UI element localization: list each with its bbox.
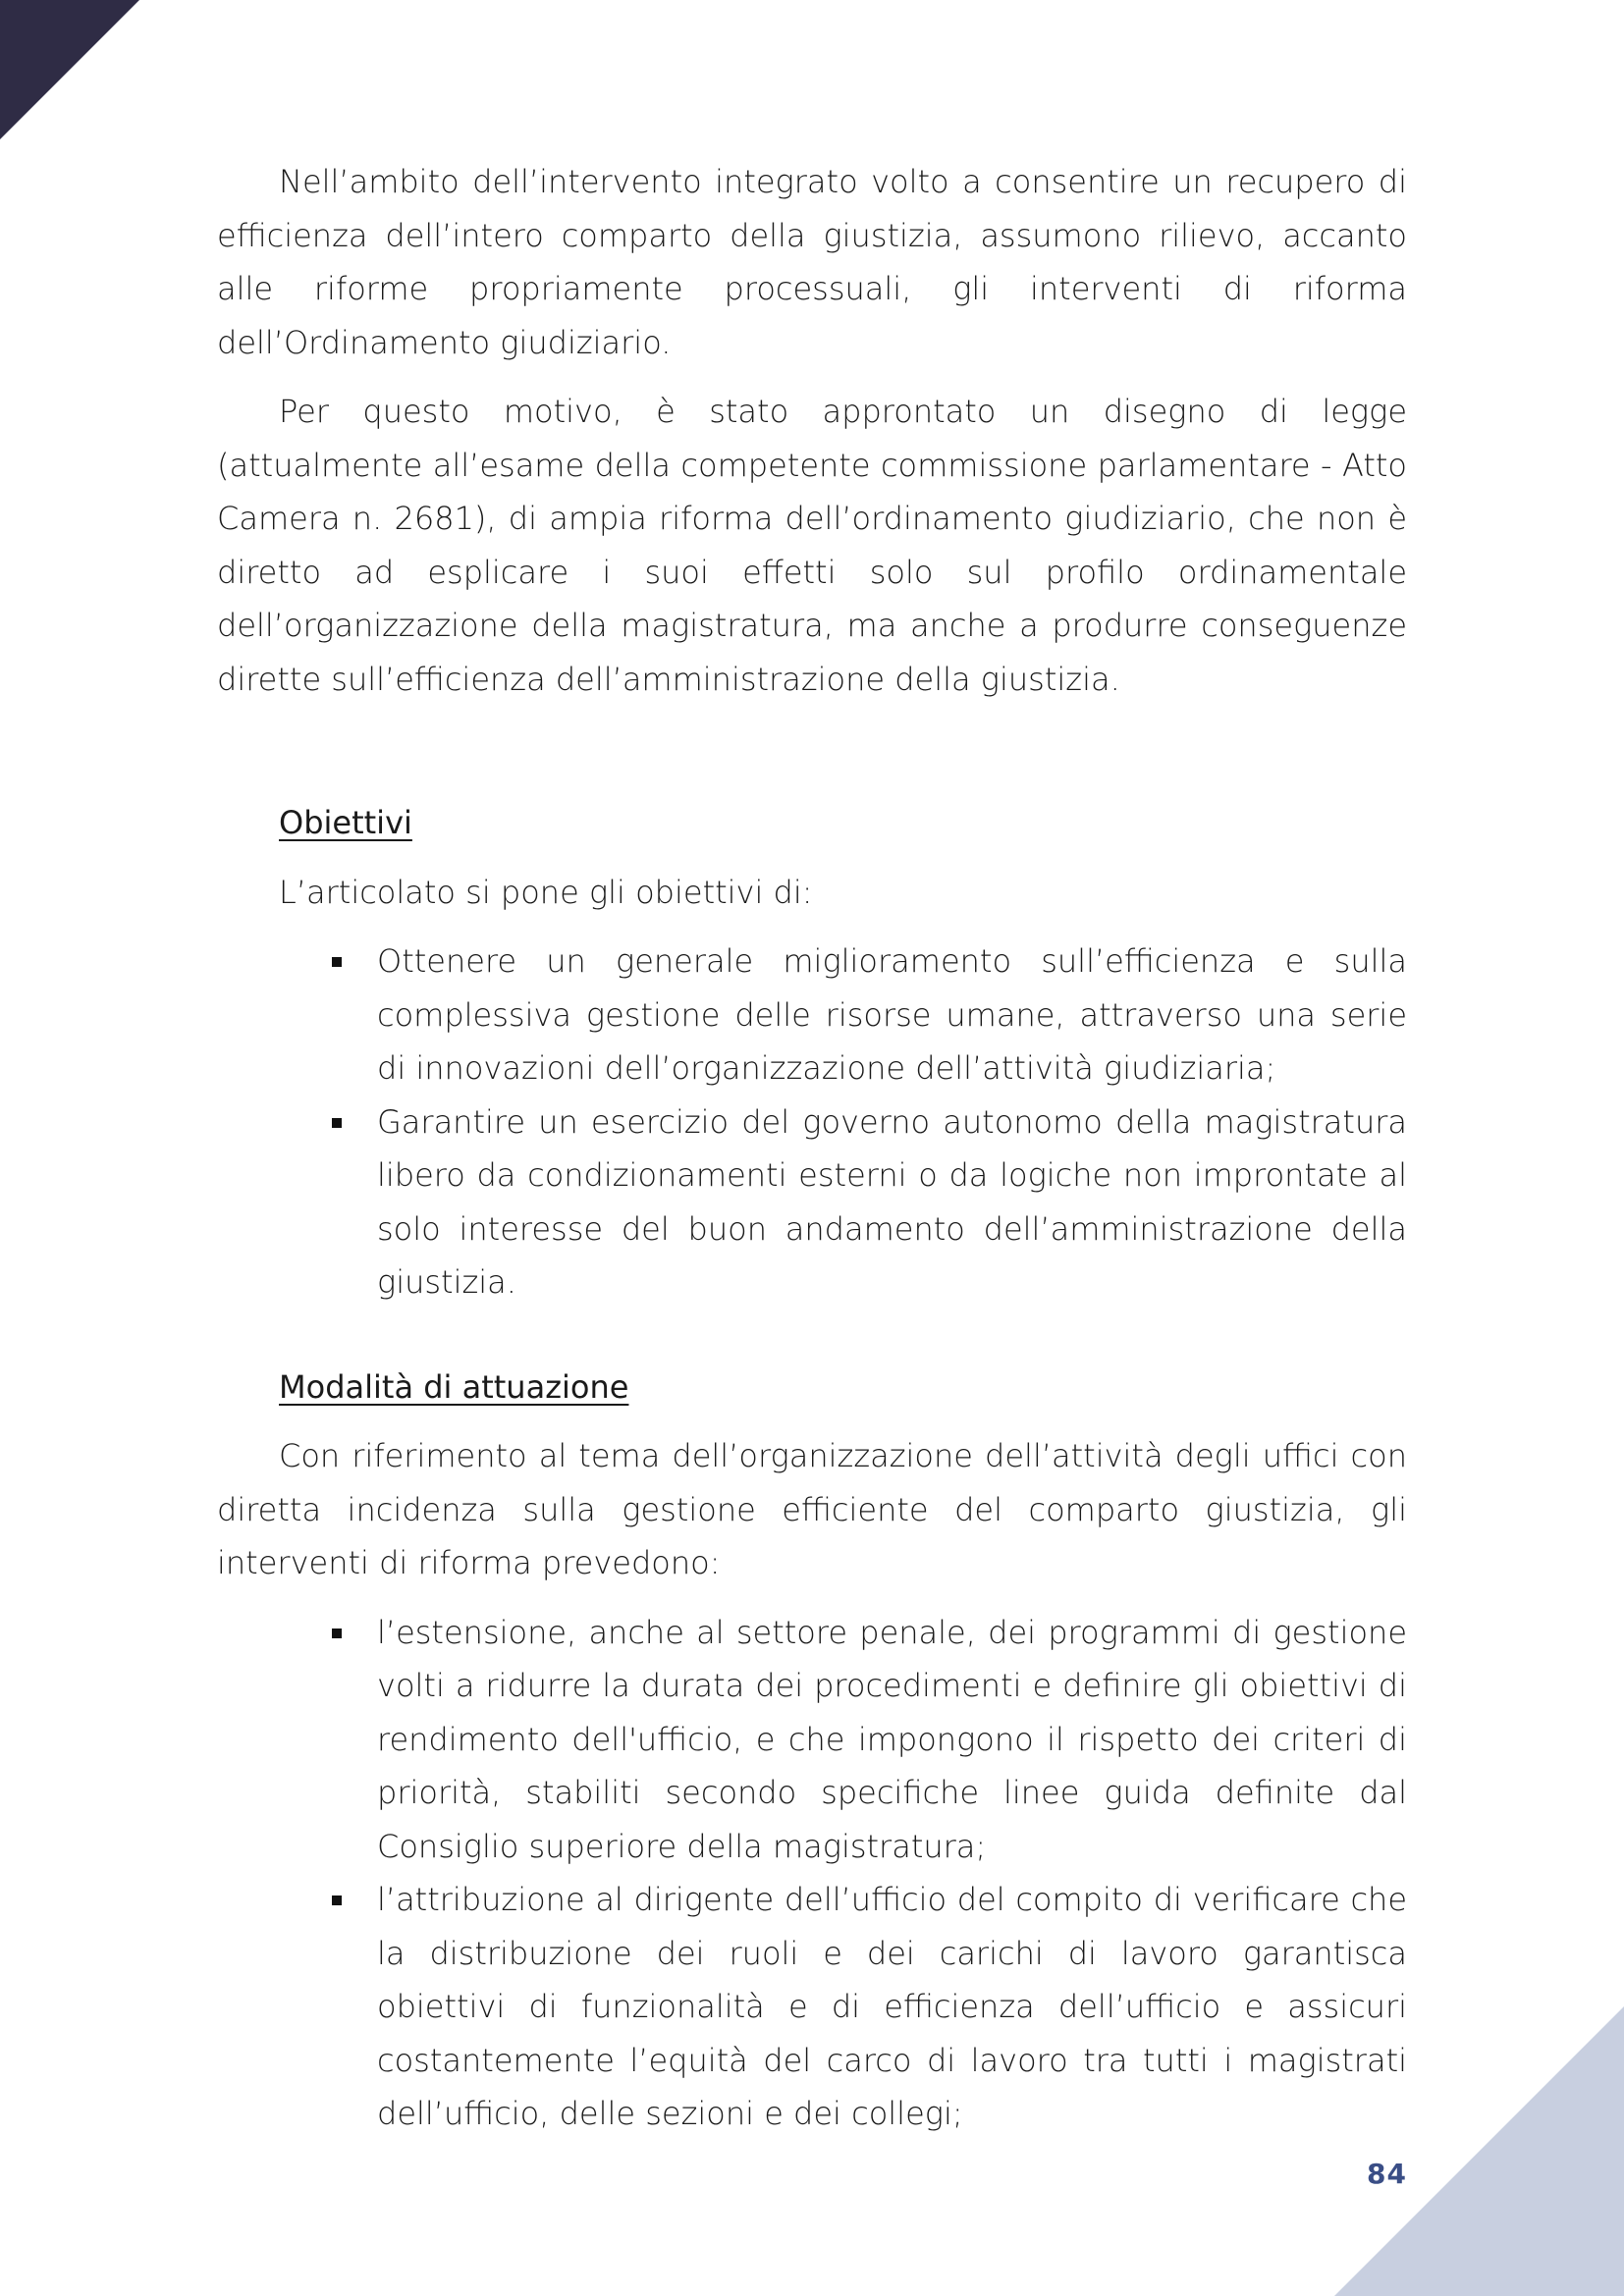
intro-modalita: Con riferimento al tema dell’organizzazione dell’attività degli uffici con diretta incidenza sulla gestione efficiente del comparto giustizia, gli interventi di riforma prevedono: — [217, 1437, 1407, 1581]
list-item — [377, 1095, 1407, 1309]
square-bullet-icon — [332, 1118, 342, 1128]
list-item-text: Ottenere un generale miglioramento sull’efficienza e sulla complessiva gestione delle risorse umane, attraverso una serie di innovazioni dell’organizzazione dell’attività giudiziaria; — [377, 942, 1407, 1087]
list-item — [377, 934, 1407, 1095]
page-number: 84 — [1367, 2158, 1407, 2190]
intro-obiettivi: L’articolato si pone gli obiettivi di: — [279, 873, 813, 911]
square-bullet-icon — [332, 1896, 342, 1905]
heading-modalita: Modalità di attuazione — [279, 1367, 629, 1406]
paragraph-2: Per questo motivo, è stato approntato un disegno di legge (attualmente all’esame della competente commissione parlamentare - Atto Camera n. 2681), di ampia riforma dell’ordinamento giudiziario, che non è diretto ad esplicare i suoi effetti solo sul profilo ordinamentale dell’organizzazione della magistratura, ma anche a produrre conseguenze dirette sull’efficienza dell’amministrazione della giustizia. — [217, 393, 1407, 698]
bullet-list-obiettivi — [217, 934, 1407, 1309]
list-item — [377, 1873, 1407, 2141]
list-item-text: Garantire un esercizio del governo autonomo della magistratura libero da condizionamenti esterni o da logiche non improntate al solo interesse del buon andamento dell’amministrazione della giustizia. — [377, 1102, 1407, 1301]
page-content — [217, 155, 1407, 2141]
square-bullet-icon — [332, 957, 342, 967]
bullet-list-modalita — [217, 1606, 1407, 2141]
list-item — [377, 1606, 1407, 1874]
list-item-text: l’attribuzione al dirigente dell’ufficio del compito di verificare che la distribuzione dei ruoli e dei carichi di lavoro garantisca obiettivi di funzionalità e di efficienza dell’ufficio e assicuri costantemente l’equità del carco di lavoro tra tutti i magistrati dell’ufficio, delle sezioni e dei collegi; — [377, 1881, 1407, 2132]
square-bullet-icon — [332, 1629, 342, 1638]
corner-decoration-top-left — [0, 0, 139, 139]
list-item-text: l’estensione, anche al settore penale, dei programmi di gestione volti a ridurre la durata dei procedimenti e definire gli obiettivi di rendimento dell'ufficio, e che impongono il rispetto dei criteri di priorità, stabiliti secondo specifiche linee guida definite dal Consiglio superiore della magistratura; — [377, 1613, 1407, 1865]
paragraph-1: Nell’ambito dell’intervento integrato volto a consentire un recupero di efficienza dell’intero comparto della giustizia, assumono rilievo, accanto alle riforme propriamente processuali, gli interventi di riforma dell’Ordinamento giudiziario. — [217, 163, 1407, 361]
heading-obiettivi: Obiettivi — [279, 804, 412, 841]
